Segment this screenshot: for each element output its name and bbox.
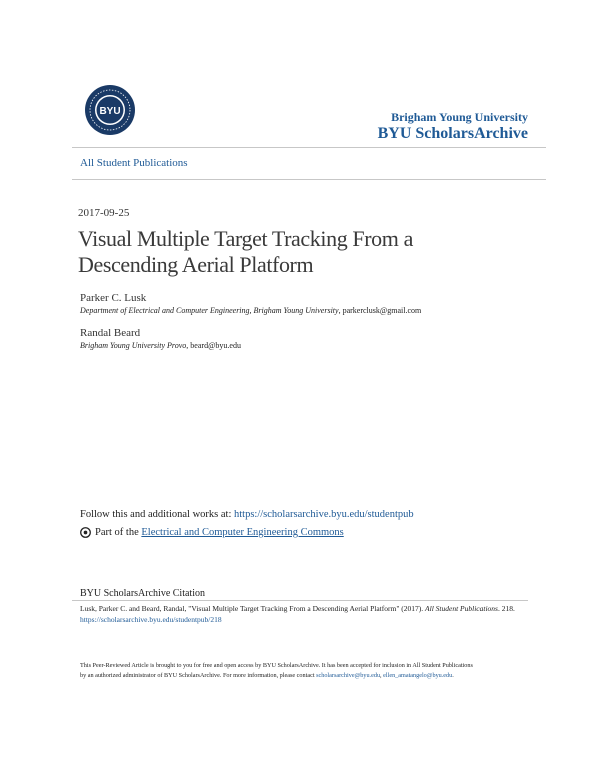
logo-text: BYU — [99, 106, 121, 117]
brand-block — [378, 110, 528, 143]
university-name: Brigham Young University — [391, 110, 528, 124]
citation-number: . 218. — [497, 604, 515, 613]
citation-text — [80, 603, 520, 625]
commons-link[interactable]: Electrical and Computer Engineering Commons — [141, 527, 344, 538]
affiliation-text: Brigham Young University Provo — [80, 341, 187, 350]
follow-link[interactable]: https://scholarsarchive.byu.edu/studentpub — [234, 509, 414, 520]
byu-seal-logo — [84, 84, 136, 136]
citation-series: All Student Publications — [425, 604, 498, 613]
citation-link[interactable]: https://scholarsarchive.byu.edu/studentpub/218 — [80, 615, 222, 624]
follow-line — [80, 509, 414, 520]
collection-link[interactable]: All Student Publications — [80, 157, 188, 169]
archive-name: BYU ScholarsArchive — [377, 125, 528, 142]
citation-divider — [72, 600, 528, 601]
author-affiliation — [80, 341, 241, 350]
author-affiliation — [80, 306, 421, 315]
author-email: , parkerclusk@gmail.com — [338, 306, 422, 315]
collection-divider — [72, 179, 546, 180]
network-icon — [80, 527, 91, 538]
part-of-line — [80, 527, 344, 538]
contact-email-link[interactable]: ellen_amatangelo@byu.edu — [383, 672, 453, 679]
notice-text: This Peer-Reviewed Article is brought to you for free and open access by BYU ScholarsArchive. It has been accepted for inclusion in All Student Publications by an authorized administrator of BYU ScholarsArchive. For more information, please contact — [80, 662, 473, 679]
follow-prefix: Follow this and additional works at: — [80, 509, 234, 520]
author-name: Parker C. Lusk — [80, 292, 147, 304]
publication-date: 2017-09-25 — [78, 207, 130, 219]
notice-end: . — [452, 672, 454, 679]
citation-heading: BYU ScholarsArchive Citation — [80, 588, 205, 599]
affiliation-text: Department of Electrical and Computer Engineering, Brigham Young University — [80, 306, 339, 315]
author-email: , beard@byu.edu — [186, 341, 241, 350]
author-name: Randal Beard — [80, 327, 141, 339]
contact-email-link[interactable]: scholarsarchive@byu.edu — [316, 672, 381, 679]
part-of-prefix: Part of the — [95, 527, 142, 538]
citation-body: Lusk, Parker C. and Beard, Randal, "Visual Multiple Target Tracking From a Descending Aerial Platform" (2017). — [80, 604, 424, 613]
access-notice — [80, 661, 480, 681]
header-divider — [72, 147, 546, 148]
notice-separator: , — [380, 672, 384, 679]
paper-title: Visual Multiple Target Tracking From a Descending Aerial Platform — [78, 226, 413, 277]
